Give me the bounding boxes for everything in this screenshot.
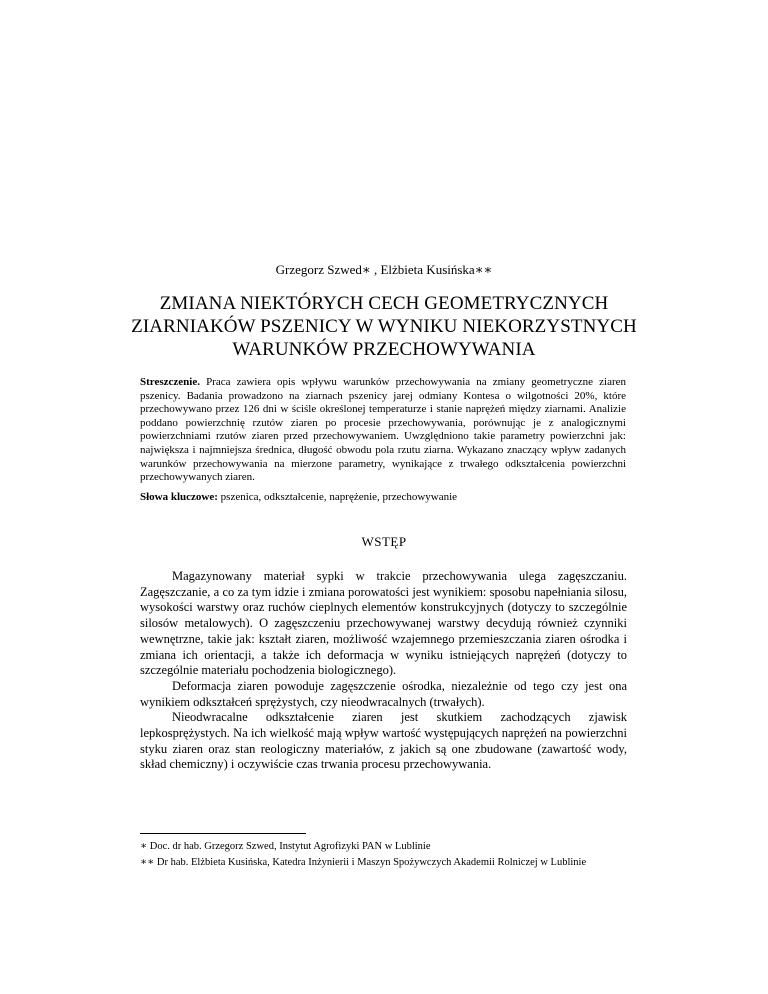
body-paragraph-1: Magazynowany materiał sypki w trakcie przechowywania ulega zagęszczaniu. Zagęszczanie, a co za tym idzie i zmiana porowatości jest wynikiem: sposobu napełniania silosu, wysokości warstwy oraz ruchów cieplnych elementów konstrukcyjnych (dotyczy to szczególnie silosów metalowych). O zagęszczeniu przechowywanej warstwy decydują również czynniki wewnętrzne, takie jak: kształt ziaren, możliwość wzajemnego przemieszczania ziaren ośrodka i zmiana ich orientacji, a także ich deformacja w wyniku istniejących naprężeń (dotyczy to szczególnie materiału pochodzenia biologicznego). [140,569,627,678]
footnotes [140,840,626,872]
body-paragraph-2: Deformacja ziaren powoduje zagęszczenie ośrodka, niezależnie od tego czy jest ona wynikiem odkształceń sprężystych, czy nieodwracalnych (trwałych). [140,678,627,709]
abstract [140,376,626,485]
abstract-label: Streszczenie. [140,376,200,388]
section-heading: WSTĘP [361,534,407,549]
footnote-separator [140,833,306,834]
keywords-text: pszenica, odkształcenie, naprężenie, przechowywanie [217,491,458,503]
footnote-2: ∗∗ Dr hab. Elżbieta Kusińska, Katedra Inżynierii i Maszyn Spożywczych Akademii Rolniczej w Lublinie [140,857,587,868]
abstract-text: Praca zawiera opis wpływu warunków przechowywania na zmiany geometryczne ziaren pszenicy. Badania prowadzono na ziarnach pszenicy jarej odmiany Kontesa o wilgotności 20%, które przechowywano przez 126 dni w ściśle określonej temperaturze i stanie naprężeń między ziarnami. Analizie poddano powierzchnię rzutów ziaren po procesie przechowywania, porównując je z analogicznymi powierzchniami rzutów ziaren przed przechowywaniem. Uwzględniono takie parametry powierzchni jak: największa i najmniejsza średnica, długość obwodu pola rzutu ziarna. Wykazano znaczący wpływ zadanych warunków przechowywania na mierzone parametry, wynikające z trwałego odkształcenia powierzchni przechowywanych ziaren. [140,376,626,484]
paper-title: ZMIANA NIEKTÓRYCH CECH GEOMETRYCZNYCH ZIARNIAKÓW PSZENICY W WYNIKU NIEKORZYSTNYCH WARUNKÓW PRZECHOWYWANIA [131,293,637,360]
keywords [140,491,626,505]
footnote-1: ∗ Doc. dr hab. Grzegorz Szwed, Instytut Agrofizyki PAN w Lublinie [140,841,431,852]
authors-line: Grzegorz Szwed∗ , Elżbieta Kusińska∗∗ [275,262,493,277]
body-text [140,569,627,773]
body-paragraph-3: Nieodwracalne odkształcenie ziaren jest skutkiem zachodzących zjawisk lepkosprężystych. Na ich wielkość mają wpływ wartość występujących naprężeń na powierzchni styku ziaren oraz stan reologiczny materiałów, z jakich są one zbudowane (zawartość wody, skład chemiczny) i oczywiście czas trwania procesu przechowywania. [140,710,627,772]
keywords-label: Słowa kluczowe: [140,491,218,503]
